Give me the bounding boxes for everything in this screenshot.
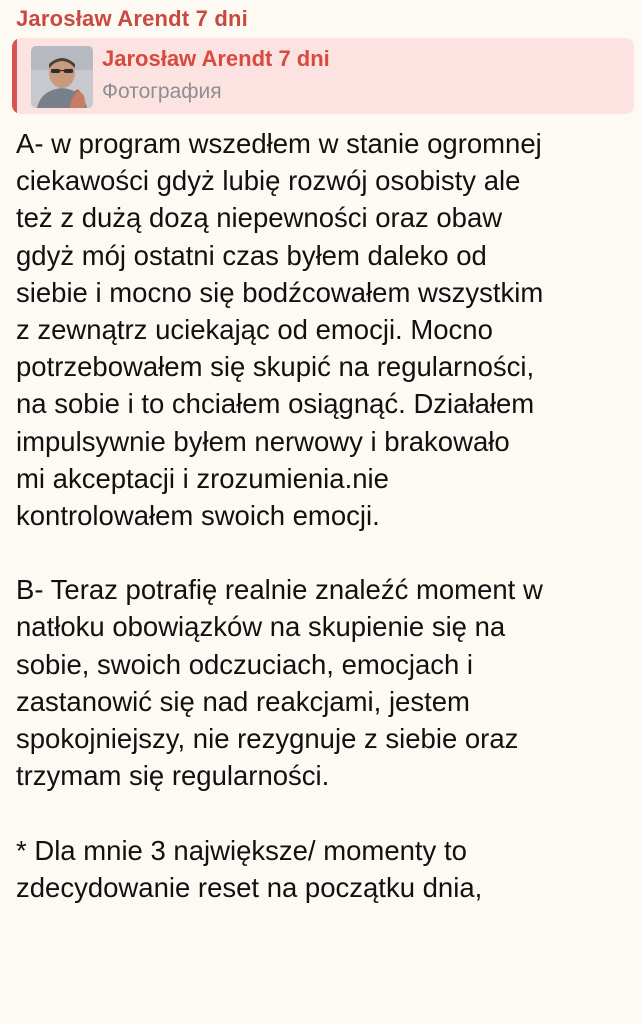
reply-accent-bar [12,38,17,114]
message-line: potrzebowałem się skupić na regularności, [16,351,535,383]
photo-thumbnail-icon [31,46,93,108]
message-line: gdyż mój ostatni czas byłem daleko od [16,239,487,271]
message-line: ciekawości gdyż lubię rozwój osobisty ale [16,165,521,197]
paragraph-gap [16,794,638,831]
message-line: B- Teraz potrafię realnie znaleźć moment w [16,574,543,606]
message-line: z zewnątrz uciekając od emocji. Mocno [16,313,493,345]
message-line: kontrolowałem swoich emocji. [16,499,380,531]
sender-name[interactable]: Jarosław Arendt 7 dni [16,6,248,31]
message-line: na sobie i to chciałem osiągnąć. Działałem [16,388,535,420]
message-text [16,125,638,906]
message-paragraph [16,832,638,906]
message-line: też z dużą dozą niepewności oraz obaw [16,202,503,234]
message-line: * Dla mnie 3 największe/ momenty to [16,834,467,866]
reply-subtitle: Фотография [102,80,222,103]
message-line: mi akceptacji i zrozumienia.nie [16,462,389,494]
message-paragraph [16,571,638,794]
reply-preview[interactable] [12,38,634,114]
reply-title: Jarosław Arendt 7 dni [102,46,330,71]
message-line: natłoku obowiązków na skupienie się na [16,611,506,643]
message-line: zastanowić się nad reakcjami, jestem [16,685,470,717]
message-line: trzymam się regularności. [16,760,330,792]
message-line: sobie, swoich odczuciach, emocjach i [16,648,474,680]
message-line: zdecydowanie reset na początku dnia, [16,871,483,903]
message-line: impulsywnie byłem nerwowy i brakowało [16,425,510,457]
message-paragraph [16,125,638,534]
paragraph-gap [16,534,638,571]
message-line: siebie i mocno się bodźcowałem wszystkim [16,276,544,308]
message-line: spokojniejszy, nie rezygnuje z siebie oraz [16,723,519,754]
message-line: A- w program wszedłem w stanie ogromnej [16,128,542,159]
